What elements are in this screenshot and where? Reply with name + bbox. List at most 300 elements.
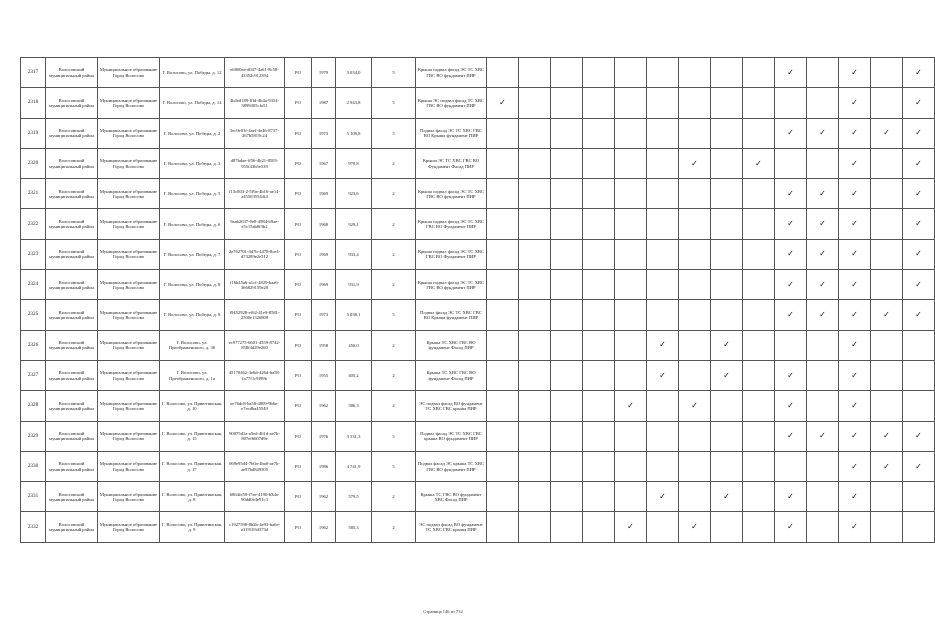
work-flag-cell — [647, 270, 679, 300]
work-flag-cell — [551, 300, 583, 330]
row-id: 2318 — [21, 88, 46, 118]
work-flag-cell — [903, 179, 935, 209]
work-flag-cell — [871, 360, 903, 390]
work-flag-cell — [775, 512, 807, 542]
work-flag-cell — [711, 300, 743, 330]
work-flag-cell — [839, 179, 871, 209]
work-flag-cell — [871, 451, 903, 481]
type-cell: РО — [285, 179, 312, 209]
checkmark-icon: ✓ — [851, 279, 858, 289]
work-flag-cell — [903, 239, 935, 269]
work-flag-cell — [839, 482, 871, 512]
work-flag-cell — [711, 360, 743, 390]
checkmark-icon: ✓ — [755, 158, 762, 168]
work-flag-cell — [615, 421, 647, 451]
table-row — [21, 482, 935, 512]
municipality-cell: Муниципальное образование Город Волосово — [98, 512, 160, 542]
work-flag-cell — [519, 58, 551, 88]
address-cell: Г. Волосово, ул. Победы, д. 7 — [160, 239, 225, 269]
work-flag-cell — [615, 239, 647, 269]
work-flag-cell — [807, 360, 839, 390]
work-flag-cell — [519, 330, 551, 360]
work-flag-cell — [679, 88, 711, 118]
checkmark-icon: ✓ — [787, 128, 794, 138]
municipality-cell: Муниципальное образование Город Волосово — [98, 451, 160, 481]
work-flag-cell — [551, 239, 583, 269]
floors-cell: 5 — [372, 421, 416, 451]
work-flag-cell — [711, 239, 743, 269]
work-flag-cell — [519, 239, 551, 269]
work-flag-cell — [807, 451, 839, 481]
checkmark-icon: ✓ — [883, 310, 890, 320]
year-cell: 1962 — [312, 482, 336, 512]
work-flag-cell — [775, 391, 807, 421]
checkmark-icon: ✓ — [851, 219, 858, 229]
checkmark-icon: ✓ — [915, 97, 922, 107]
work-flag-cell — [839, 391, 871, 421]
row-id: 2317 — [21, 58, 46, 88]
checkmark-icon: ✓ — [787, 522, 794, 532]
building-code-cell: 5ec9e01f-4aef-4e46-8737-267b5819c24 — [225, 118, 285, 148]
floors-cell: 2 — [372, 330, 416, 360]
checkmark-icon: ✓ — [691, 400, 698, 410]
work-flag-cell — [839, 451, 871, 481]
works-cell: Подвал фасад ЭС ТС ХВС ГВС ВО Крыша фундамент ПИР — [416, 118, 487, 148]
work-flag-cell — [711, 209, 743, 239]
work-flag-cell — [903, 270, 935, 300]
work-flag-cell — [743, 330, 775, 360]
work-flag-cell — [551, 360, 583, 390]
work-flag-cell — [583, 179, 615, 209]
work-flag-cell — [615, 482, 647, 512]
address-cell: Г. Волосово, ул. Победы, д. 14 — [160, 88, 225, 118]
checkmark-icon: ✓ — [851, 461, 858, 471]
works-cell: Подвал фасад ЭС крыша ТС ХВС ГВС ВО фундамент ПИР — [416, 451, 487, 481]
work-flag-cell — [775, 300, 807, 330]
work-flag-cell — [807, 209, 839, 239]
works-cell: Крыша подвал фасад ЭС ТС ХВС ГВС ВО фундамент ПИР — [416, 270, 487, 300]
work-flag-cell — [615, 148, 647, 178]
work-flag-cell — [903, 148, 935, 178]
table-row — [21, 300, 935, 330]
work-flag-cell — [903, 360, 935, 390]
floors-cell: 5 — [372, 118, 416, 148]
municipality-cell: Муниципальное образование Город Волосово — [98, 270, 160, 300]
district-cell: Волосовский муниципальный район — [46, 118, 98, 148]
work-flag-cell — [775, 58, 807, 88]
table-row — [21, 270, 935, 300]
year-cell: 1967 — [312, 148, 336, 178]
work-flag-cell — [679, 239, 711, 269]
work-flag-cell — [583, 512, 615, 542]
work-flag-cell — [871, 330, 903, 360]
work-flag-cell — [519, 179, 551, 209]
type-cell: РО — [285, 148, 312, 178]
checkmark-icon: ✓ — [787, 400, 794, 410]
work-flag-cell — [807, 482, 839, 512]
address-cell: Г. Волосово, ул. Приютинская, д. 17 — [160, 451, 225, 481]
work-flag-cell — [647, 512, 679, 542]
building-code-cell: 6864fe58-f7ee-4190-b3da-90dd0e4e91c3 — [225, 482, 285, 512]
work-flag-cell — [615, 300, 647, 330]
checkmark-icon: ✓ — [787, 67, 794, 77]
work-flag-cell — [903, 451, 935, 481]
checkmark-icon: ✓ — [915, 219, 922, 229]
work-flag-cell — [551, 209, 583, 239]
checkmark-icon: ✓ — [723, 491, 730, 501]
work-flag-cell — [711, 451, 743, 481]
work-flag-cell — [551, 118, 583, 148]
work-flag-cell — [743, 300, 775, 330]
work-flag-cell — [775, 209, 807, 239]
work-flag-cell — [807, 512, 839, 542]
district-cell: Волосовский муниципальный район — [46, 88, 98, 118]
work-flag-cell — [871, 300, 903, 330]
work-flag-cell — [615, 451, 647, 481]
work-flag-cell — [551, 148, 583, 178]
work-flag-cell — [807, 270, 839, 300]
works-cell: Крыша ТС ГВС ВО фундамент ХВС Фасад ПИР — [416, 482, 487, 512]
row-id: 2319 — [21, 118, 46, 148]
work-flag-cell — [615, 209, 647, 239]
checkmark-icon: ✓ — [915, 431, 922, 441]
checkmark-icon: ✓ — [787, 219, 794, 229]
work-flag-cell — [871, 148, 903, 178]
district-cell: Волосовский муниципальный район — [46, 209, 98, 239]
row-id: 2321 — [21, 179, 46, 209]
checkmark-icon: ✓ — [915, 310, 922, 320]
work-flag-cell — [903, 118, 935, 148]
checkmark-icon: ✓ — [787, 491, 794, 501]
work-flag-cell — [615, 118, 647, 148]
type-cell: РО — [285, 58, 312, 88]
type-cell: РО — [285, 118, 312, 148]
floors-cell: 5 — [372, 88, 416, 118]
work-flag-cell — [743, 421, 775, 451]
work-flag-cell — [551, 179, 583, 209]
type-cell: РО — [285, 239, 312, 269]
address-cell: Г. Волосово, ул. Преображенского, д. 1а — [160, 360, 225, 390]
table-row — [21, 88, 935, 118]
checkmark-icon: ✓ — [915, 128, 922, 138]
work-flag-cell — [839, 118, 871, 148]
work-flag-cell — [775, 179, 807, 209]
work-flag-cell — [487, 360, 519, 390]
work-flag-cell — [807, 88, 839, 118]
floors-cell: 2 — [372, 391, 416, 421]
work-flag-cell — [551, 88, 583, 118]
work-flag-cell — [647, 300, 679, 330]
works-cell: Крыша подвал фасад ЭС ТС ХВС ГВС ВО Фундамент ПИР — [416, 239, 487, 269]
work-flag-cell — [775, 270, 807, 300]
work-flag-cell — [551, 482, 583, 512]
work-flag-cell — [551, 451, 583, 481]
work-flag-cell — [839, 300, 871, 330]
row-id: 2332 — [21, 512, 46, 542]
municipality-cell: Муниципальное образование Город Волосово — [98, 239, 160, 269]
checkmark-icon: ✓ — [723, 340, 730, 350]
year-cell: 1962 — [312, 391, 336, 421]
checkmark-icon: ✓ — [499, 97, 506, 107]
work-flag-cell — [711, 330, 743, 360]
area-cell: 579,5 — [336, 482, 372, 512]
work-flag-cell — [743, 58, 775, 88]
work-flag-cell — [743, 512, 775, 542]
work-flag-cell — [519, 209, 551, 239]
checkmark-icon: ✓ — [819, 279, 826, 289]
work-flag-cell — [903, 512, 935, 542]
floors-cell: 2 — [372, 148, 416, 178]
work-flag-cell — [807, 300, 839, 330]
address-cell: Г. Волосово, ул. Приютинская, д. 9 — [160, 512, 225, 542]
address-cell: Г. Волосово, ул. Победы, д. 8 — [160, 270, 225, 300]
table-row — [21, 391, 935, 421]
work-flag-cell — [487, 239, 519, 269]
table-row — [21, 451, 935, 481]
district-cell: Волосовский муниципальный район — [46, 482, 98, 512]
municipality-cell: Муниципальное образование Город Волосово — [98, 360, 160, 390]
work-flag-cell — [871, 270, 903, 300]
row-id: 2326 — [21, 330, 46, 360]
work-flag-cell — [839, 421, 871, 451]
type-cell: РО — [285, 88, 312, 118]
work-flag-cell — [615, 88, 647, 118]
work-flag-cell — [839, 360, 871, 390]
work-flag-cell — [743, 360, 775, 390]
work-flag-cell — [903, 209, 935, 239]
checkmark-icon: ✓ — [851, 188, 858, 198]
work-flag-cell — [775, 88, 807, 118]
work-flag-cell — [487, 179, 519, 209]
municipality-cell: Муниципальное образование Город Волосово — [98, 391, 160, 421]
work-flag-cell — [839, 512, 871, 542]
buildings-table — [20, 57, 935, 543]
work-flag-cell — [839, 239, 871, 269]
work-flag-cell — [551, 270, 583, 300]
district-cell: Волосовский муниципальный район — [46, 360, 98, 390]
checkmark-icon: ✓ — [851, 310, 858, 320]
work-flag-cell — [839, 58, 871, 88]
work-flag-cell — [807, 239, 839, 269]
row-id: 2330 — [21, 451, 46, 481]
type-cell: РО — [285, 482, 312, 512]
year-cell: 1987 — [312, 88, 336, 118]
checkmark-icon: ✓ — [915, 461, 922, 471]
district-cell: Волосовский муниципальный район — [46, 239, 98, 269]
area-cell: 450,0 — [336, 330, 372, 360]
checkmark-icon: ✓ — [851, 97, 858, 107]
work-flag-cell — [903, 58, 935, 88]
work-flag-cell — [839, 270, 871, 300]
municipality-cell: Муниципальное образование Город Волосово — [98, 58, 160, 88]
work-flag-cell — [551, 330, 583, 360]
work-flag-cell — [615, 179, 647, 209]
year-cell: 1973 — [312, 118, 336, 148]
row-id: 2329 — [21, 421, 46, 451]
municipality-cell: Муниципальное образование Город Волосово — [98, 300, 160, 330]
work-flag-cell — [903, 300, 935, 330]
district-cell: Волосовский муниципальный район — [46, 330, 98, 360]
table-row — [21, 330, 935, 360]
year-cell: 1969 — [312, 270, 336, 300]
area-cell: 5 109,8 — [336, 118, 372, 148]
area-cell: 2 943,8 — [336, 88, 372, 118]
address-cell: Г. Волосово, ул. Победы, д. 2 — [160, 118, 225, 148]
building-code-cell: 4b4ed189-fffd-4b4a-9354-3899405cfa51 — [225, 88, 285, 118]
work-flag-cell — [807, 179, 839, 209]
work-flag-cell — [583, 300, 615, 330]
work-flag-cell — [519, 360, 551, 390]
work-flag-cell — [903, 88, 935, 118]
type-cell: РО — [285, 270, 312, 300]
checkmark-icon: ✓ — [883, 431, 890, 441]
year-cell: 1962 — [312, 512, 336, 542]
work-flag-cell — [743, 148, 775, 178]
district-cell: Волосовский муниципальный район — [46, 58, 98, 88]
area-cell: 931,9 — [336, 270, 372, 300]
area-cell: 586,3 — [336, 391, 372, 421]
work-flag-cell — [775, 239, 807, 269]
checkmark-icon: ✓ — [659, 370, 666, 380]
floors-cell: 2 — [372, 512, 416, 542]
checkmark-icon: ✓ — [851, 431, 858, 441]
year-cell: 1958 — [312, 330, 336, 360]
district-cell: Волосовский муниципальный район — [46, 421, 98, 451]
work-flag-cell — [583, 209, 615, 239]
area-cell: 929,1 — [336, 209, 372, 239]
work-flag-cell — [871, 58, 903, 88]
area-cell: 5 038,1 — [336, 300, 372, 330]
checkmark-icon: ✓ — [883, 128, 890, 138]
area-cell: 405,2 — [336, 360, 372, 390]
work-flag-cell — [871, 239, 903, 269]
work-flag-cell — [679, 209, 711, 239]
municipality-cell: Муниципальное образование Город Волосово — [98, 118, 160, 148]
work-flag-cell — [775, 148, 807, 178]
table-row — [21, 179, 935, 209]
work-flag-cell — [519, 88, 551, 118]
district-cell: Волосовский муниципальный район — [46, 512, 98, 542]
checkmark-icon: ✓ — [659, 491, 666, 501]
work-flag-cell — [903, 330, 935, 360]
year-cell: 1968 — [312, 209, 336, 239]
works-cell: ЭС подвал фасад ВО фундамент ТС ХВС ГВС крыша ПИР — [416, 512, 487, 542]
row-id: 2323 — [21, 239, 46, 269]
checkmark-icon: ✓ — [915, 249, 922, 259]
work-flag-cell — [743, 482, 775, 512]
work-flag-cell — [775, 330, 807, 360]
table-row — [21, 421, 935, 451]
checkmark-icon: ✓ — [627, 522, 634, 532]
row-id: 2327 — [21, 360, 46, 390]
checkmark-icon: ✓ — [819, 219, 826, 229]
work-flag-cell — [775, 360, 807, 390]
work-flag-cell — [487, 512, 519, 542]
work-flag-cell — [775, 451, 807, 481]
checkmark-icon: ✓ — [851, 67, 858, 77]
work-flag-cell — [583, 270, 615, 300]
type-cell: РО — [285, 330, 312, 360]
works-cell: Крыша подвал фасад ЭС ТС ХВС ГВС ВО Фундамент ПИР — [416, 209, 487, 239]
work-flag-cell — [839, 330, 871, 360]
work-flag-cell — [711, 148, 743, 178]
work-flag-cell — [647, 451, 679, 481]
building-code-cell: d87bdae-ff56-4b21-8505-955f43b5e539 — [225, 148, 285, 178]
checkmark-icon: ✓ — [787, 310, 794, 320]
work-flag-cell — [711, 421, 743, 451]
work-flag-cell — [743, 209, 775, 239]
work-flag-cell — [551, 58, 583, 88]
work-flag-cell — [487, 88, 519, 118]
row-id: 2328 — [21, 391, 46, 421]
municipality-cell: Муниципальное образование Город Волосово — [98, 421, 160, 451]
table-row — [21, 209, 935, 239]
checkmark-icon: ✓ — [851, 249, 858, 259]
work-flag-cell — [711, 88, 743, 118]
checkmark-icon: ✓ — [691, 158, 698, 168]
works-cell: ЭС подвал фасад ВО фундамент ТС ХВС ГВС крыша ПИР — [416, 391, 487, 421]
area-cell: 933,4 — [336, 239, 372, 269]
address-cell: Г. Волосово, ул. Приютинская, д. 10 — [160, 391, 225, 421]
type-cell: РО — [285, 391, 312, 421]
work-flag-cell — [679, 300, 711, 330]
checkmark-icon: ✓ — [883, 461, 890, 471]
address-cell: Г. Волосово, ул. Победы, д. 3 — [160, 148, 225, 178]
work-flag-cell — [903, 421, 935, 451]
checkmark-icon: ✓ — [819, 249, 826, 259]
municipality-cell: Муниципальное образование Город Волосово — [98, 148, 160, 178]
work-flag-cell — [519, 148, 551, 178]
work-flag-cell — [711, 270, 743, 300]
work-flag-cell — [679, 421, 711, 451]
work-flag-cell — [807, 421, 839, 451]
checkmark-icon: ✓ — [787, 249, 794, 259]
work-flag-cell — [647, 148, 679, 178]
table-row — [21, 239, 935, 269]
work-flag-cell — [903, 482, 935, 512]
building-code-cell: f9452928-ef62-41e9-8581-2500e1326800 — [225, 300, 285, 330]
building-code-cell: c1927598-8b2b-4e93-ba6e-a319103d373d — [225, 512, 285, 542]
work-flag-cell — [679, 482, 711, 512]
work-flag-cell — [487, 148, 519, 178]
work-flag-cell — [519, 118, 551, 148]
work-flag-cell — [679, 360, 711, 390]
work-flag-cell — [679, 58, 711, 88]
building-code-cell: f13c803-2-5f9a-4b16-ae14-a455035544f4 — [225, 179, 285, 209]
district-cell: Волосовский муниципальный район — [46, 391, 98, 421]
address-cell: Г. Волосово, ул. Приютинская, д. 8 — [160, 482, 225, 512]
work-flag-cell — [679, 179, 711, 209]
work-flag-cell — [487, 270, 519, 300]
floors-cell: 2 — [372, 360, 416, 390]
checkmark-icon: ✓ — [851, 400, 858, 410]
area-cell: 3 531,3 — [336, 421, 372, 451]
checkmark-icon: ✓ — [787, 188, 794, 198]
work-flag-cell — [807, 391, 839, 421]
address-cell: Г. Волосово, ул. Приютинская, д. 15 — [160, 421, 225, 451]
checkmark-icon: ✓ — [851, 491, 858, 501]
checkmark-icon: ✓ — [915, 158, 922, 168]
building-code-cell: 069e95d4-7b0a-4ba0-ae7b-ae97bd849505 — [225, 451, 285, 481]
building-code-cell: 45170462-3e6d-426d-ba58-fa77f1c9f99b — [225, 360, 285, 390]
checkmark-icon: ✓ — [851, 128, 858, 138]
address-cell: Г. Волосово, ул. Победы, д. 9 — [160, 300, 225, 330]
area-cell: 4 741,9 — [336, 451, 372, 481]
work-flag-cell — [615, 58, 647, 88]
work-flag-cell — [743, 239, 775, 269]
work-flag-cell — [743, 270, 775, 300]
work-flag-cell — [647, 239, 679, 269]
